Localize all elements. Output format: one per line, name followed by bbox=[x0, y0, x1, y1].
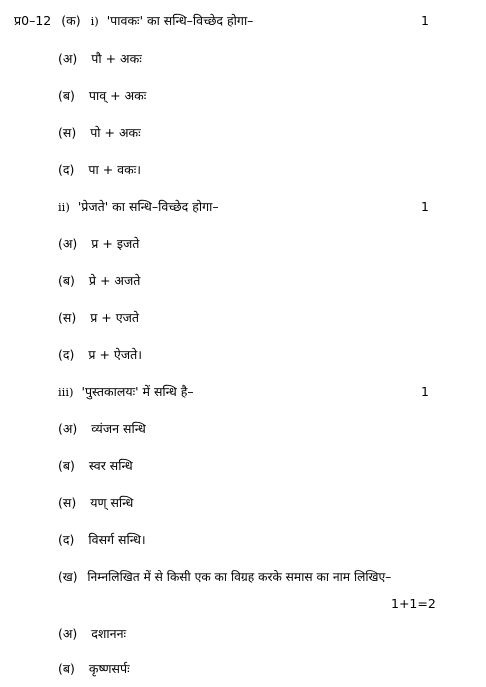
option-label: (ब) bbox=[58, 458, 75, 473]
option-label: (ब) bbox=[58, 661, 75, 676]
question-header bbox=[58, 569, 391, 585]
option-text: प्र + एजते bbox=[90, 310, 140, 325]
marks: 1 bbox=[421, 384, 429, 399]
option-text: स्वर सन्धि bbox=[88, 458, 133, 473]
option bbox=[58, 273, 140, 289]
option-label: (स) bbox=[58, 310, 77, 325]
option-label: (स) bbox=[58, 495, 77, 510]
option-label: (अ) bbox=[58, 236, 78, 251]
option-label: (स) bbox=[58, 125, 77, 140]
sub-question-number: ii) bbox=[58, 200, 70, 214]
option bbox=[58, 458, 133, 474]
option-text: यण् सन्धि bbox=[90, 495, 134, 510]
option bbox=[58, 236, 139, 252]
option-label: (द) bbox=[58, 347, 75, 362]
question-header bbox=[14, 13, 253, 29]
option bbox=[58, 626, 126, 642]
option bbox=[58, 162, 141, 178]
question-part-label: (ख) bbox=[58, 570, 78, 584]
option bbox=[58, 421, 146, 437]
option-label: (अ) bbox=[58, 626, 78, 641]
option bbox=[58, 532, 146, 548]
question-text: निम्नलिखित में से किसी एक का विग्रह करके समास का नाम लिखिए– bbox=[87, 570, 392, 584]
sub-question-number: iii) bbox=[58, 385, 74, 399]
option-text: प्र + इजते bbox=[91, 236, 140, 251]
sub-question bbox=[58, 384, 194, 400]
option-label: (द) bbox=[58, 532, 75, 547]
option-text: व्यंजन सन्धि bbox=[91, 421, 146, 436]
marks: 1 bbox=[421, 199, 429, 214]
option bbox=[58, 51, 142, 67]
option-text: पा + वकः। bbox=[88, 162, 141, 177]
option bbox=[58, 310, 139, 326]
option-text: पो + अकः bbox=[90, 125, 141, 140]
option-label: (अ) bbox=[58, 51, 78, 66]
option-text: पौ + अकः bbox=[91, 51, 142, 66]
sub-question bbox=[58, 199, 219, 215]
option bbox=[58, 495, 133, 511]
sub-question-text: 'पुस्तकालयः' में सन्धि है– bbox=[81, 384, 194, 399]
option-label: (ब) bbox=[58, 88, 75, 103]
option-text: प्र + ऐजते। bbox=[88, 347, 142, 362]
option-text: कृष्णसर्पः bbox=[88, 661, 130, 676]
option-text: विसर्ग सन्धि। bbox=[88, 532, 146, 547]
question-part-label: (क) bbox=[61, 13, 81, 28]
sub-question-text: 'प्रेजते' का सन्धि–विच्छेद होगा– bbox=[77, 199, 219, 214]
marks: 1+1=2 bbox=[391, 596, 436, 611]
option bbox=[58, 88, 146, 104]
option bbox=[58, 347, 142, 363]
option bbox=[58, 661, 130, 677]
option bbox=[58, 125, 141, 141]
option-text: दशाननः bbox=[91, 626, 127, 641]
option-label: (अ) bbox=[58, 421, 78, 436]
sub-question-text: 'पावकः' का सन्धि–विच्छेद होगा– bbox=[106, 13, 254, 28]
option-label: (द) bbox=[58, 162, 75, 177]
option-text: प्रे + अजते bbox=[88, 273, 141, 288]
question-number: प्र0–12 bbox=[14, 13, 52, 28]
sub-question-number: i) bbox=[90, 14, 99, 28]
option-text: पाव् + अकः bbox=[88, 88, 147, 103]
option-label: (ब) bbox=[58, 273, 75, 288]
marks: 1 bbox=[421, 13, 429, 28]
